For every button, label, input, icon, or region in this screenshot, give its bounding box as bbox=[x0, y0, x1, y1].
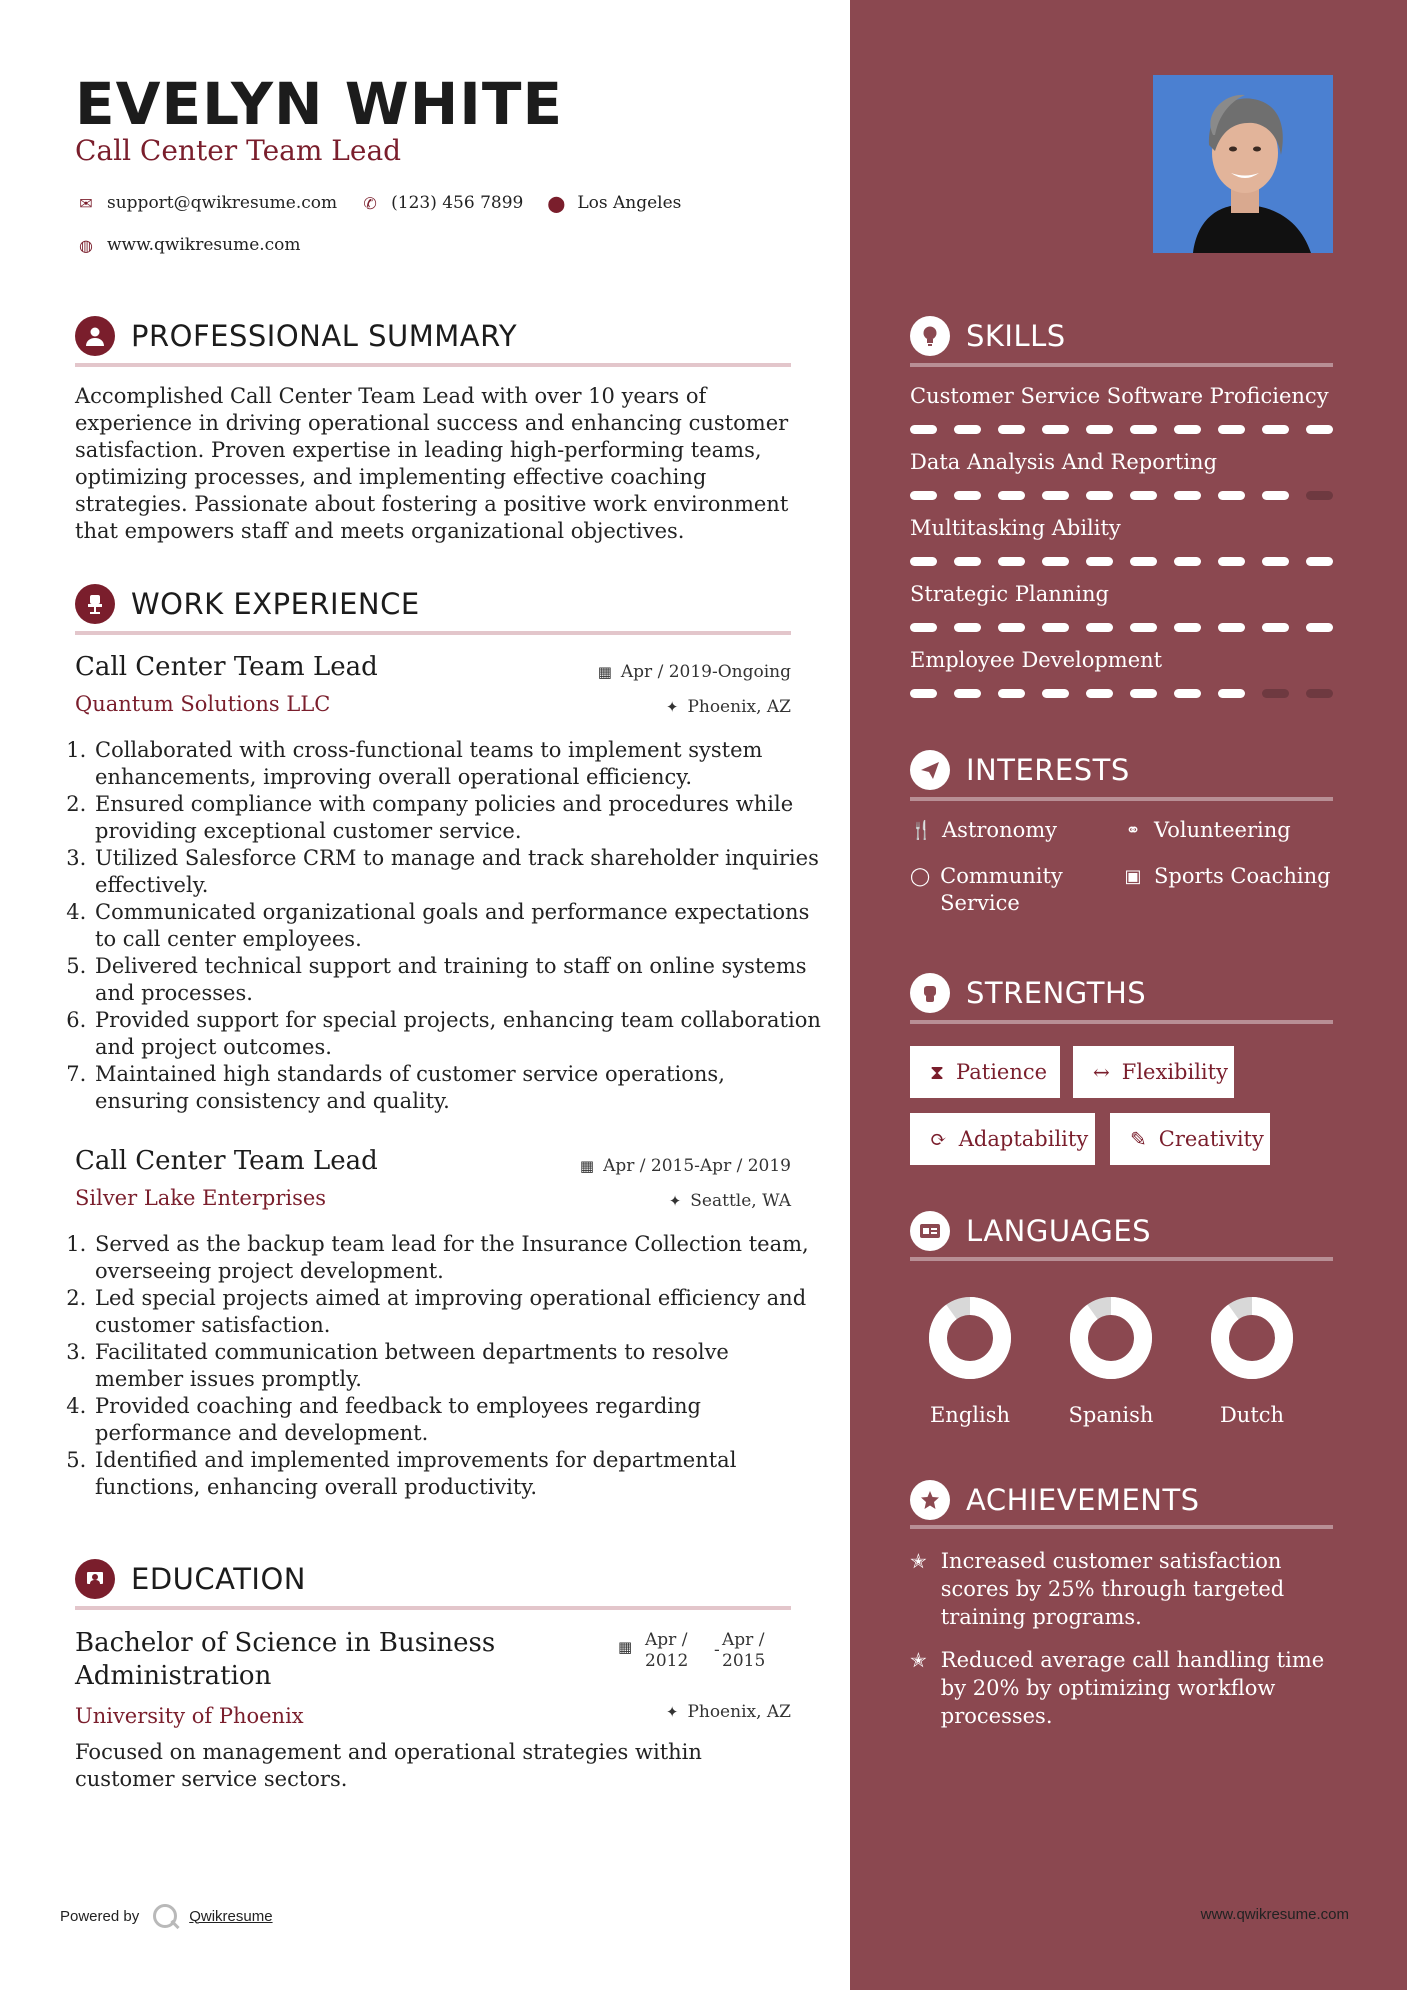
language-ring bbox=[1209, 1295, 1295, 1381]
pushpin-icon: ✦ bbox=[665, 1703, 679, 1721]
skill-dash bbox=[1042, 623, 1069, 632]
skill-dash bbox=[910, 689, 937, 698]
profile-photo bbox=[1153, 75, 1333, 253]
contact-row-secondary bbox=[75, 235, 323, 255]
handshake-icon: ⚭ bbox=[1125, 820, 1141, 841]
education-location bbox=[666, 1702, 791, 1722]
calendar-icon: ▦ bbox=[579, 1157, 595, 1175]
list-item: 3. Facilitated communication between departments to resolve member issues promptly. bbox=[93, 1339, 823, 1393]
powered-by bbox=[60, 1904, 273, 1928]
phone-icon: ✆ bbox=[363, 193, 377, 213]
fist-icon bbox=[910, 973, 950, 1013]
skill-dash bbox=[1174, 491, 1201, 500]
list-item: 2. Led special projects aimed at improving operational efficiency and customer satisfaction. bbox=[93, 1285, 823, 1339]
language-item bbox=[920, 1295, 1020, 1427]
skill-name: Strategic Planning bbox=[910, 582, 1109, 606]
strengths-divider bbox=[910, 1020, 1333, 1024]
skill-dash bbox=[1042, 689, 1069, 698]
skill-dash bbox=[998, 557, 1025, 566]
location-text: Los Angeles bbox=[577, 193, 682, 213]
qwikresume-logo-icon bbox=[153, 1904, 177, 1928]
language-item bbox=[1202, 1295, 1302, 1427]
calendar-icon: ▦ bbox=[597, 663, 612, 681]
graduate-icon bbox=[75, 1559, 115, 1599]
skill-dash bbox=[1174, 689, 1201, 698]
skill-meter bbox=[910, 689, 1333, 698]
arrows-h-icon: ↔ bbox=[1093, 1060, 1110, 1084]
strengths-heading bbox=[910, 973, 1146, 1013]
skill-dash bbox=[1086, 689, 1113, 698]
job-duties-list bbox=[70, 1231, 823, 1501]
skill-meter bbox=[910, 557, 1333, 566]
hourglass-icon: ⧗ bbox=[930, 1060, 945, 1084]
job-dates-text: Apr / 2019-Ongoing bbox=[620, 662, 791, 682]
strength-label: Patience bbox=[956, 1060, 1048, 1084]
skill-dash bbox=[910, 491, 937, 500]
footer-url[interactable]: www.qwikresume.com bbox=[1200, 1906, 1349, 1923]
email-link[interactable]: support@qwikresume.com bbox=[107, 193, 338, 213]
education-calendar bbox=[618, 1638, 641, 1656]
job-location-text: Seattle, WA bbox=[690, 1191, 791, 1211]
pushpin-icon: ✦ bbox=[668, 1192, 682, 1210]
interest-item bbox=[910, 817, 1110, 844]
strength-badge bbox=[1073, 1046, 1234, 1098]
list-item: 4. Communicated organizational goals and performance expectations to call center employees. bbox=[93, 899, 823, 953]
skill-dash bbox=[1086, 491, 1113, 500]
language-ring-fill bbox=[1079, 1306, 1143, 1370]
strength-badge bbox=[910, 1113, 1095, 1165]
phone-text: (123) 456 7899 bbox=[391, 193, 524, 213]
envelope-icon: ✉ bbox=[79, 193, 93, 213]
skills-divider bbox=[910, 363, 1333, 367]
language-ring bbox=[927, 1295, 1013, 1381]
refresh-icon: ⟳ bbox=[930, 1127, 947, 1151]
language-name: English bbox=[929, 1403, 1011, 1427]
map-marker-icon: ⬤ bbox=[547, 193, 566, 213]
skill-meter bbox=[910, 623, 1333, 632]
language-item bbox=[1061, 1295, 1161, 1427]
skill-name: Employee Development bbox=[910, 648, 1163, 672]
language-ring-fill bbox=[938, 1306, 1002, 1370]
user-icon bbox=[75, 316, 115, 356]
experience-heading bbox=[75, 584, 420, 624]
experience-divider bbox=[75, 631, 791, 635]
skill-dash bbox=[1086, 557, 1113, 566]
globe-icon: ◍ bbox=[79, 235, 93, 255]
skill-dash bbox=[1262, 689, 1289, 698]
skill-dash bbox=[998, 689, 1025, 698]
interest-item bbox=[910, 863, 1110, 917]
summary-divider bbox=[75, 363, 791, 367]
interests-heading bbox=[910, 750, 1130, 790]
list-item: 5. Delivered technical support and training to staff on online systems and processes. bbox=[93, 953, 823, 1007]
contact-row-primary bbox=[75, 193, 703, 213]
skill-dash bbox=[910, 425, 937, 434]
education-location-text: Phoenix, AZ bbox=[687, 1702, 791, 1722]
skill-dash bbox=[1262, 623, 1289, 632]
skill-dash bbox=[998, 425, 1025, 434]
candidate-name: EVELYN WHITE bbox=[75, 70, 564, 138]
languages-heading bbox=[910, 1211, 1151, 1251]
list-item: 1. Collaborated with cross-functional teams to implement system enhancements, improving overall operational efficiency. bbox=[93, 737, 823, 791]
languages-divider bbox=[910, 1257, 1333, 1261]
achievements-divider bbox=[910, 1525, 1333, 1529]
achievements-heading bbox=[910, 1480, 1200, 1520]
skill-dash bbox=[1218, 623, 1245, 632]
skill-dash bbox=[1262, 425, 1289, 434]
job-location bbox=[666, 697, 791, 717]
achievement-item bbox=[910, 1547, 1330, 1631]
brand-link[interactable]: Qwikresume bbox=[189, 1907, 273, 1925]
languages-title: LANGUAGES bbox=[966, 1214, 1152, 1248]
skill-dash bbox=[1130, 425, 1157, 434]
website-link[interactable]: www.qwikresume.com bbox=[107, 235, 301, 255]
skills-title: SKILLS bbox=[966, 319, 1066, 353]
education-start-date bbox=[645, 1630, 688, 1672]
education-school: University of Phoenix bbox=[75, 1704, 304, 1728]
list-item: 6. Provided support for special projects, enhancing team collaboration and project outcomes. bbox=[93, 1007, 823, 1061]
interest-label: Volunteering bbox=[1154, 818, 1291, 842]
skill-dash bbox=[910, 557, 937, 566]
list-item: 2. Ensured compliance with company policies and procedures while providing exceptional customer service. bbox=[93, 791, 823, 845]
language-icon bbox=[910, 1211, 950, 1251]
skill-dash bbox=[954, 425, 981, 434]
skill-dash bbox=[1218, 689, 1245, 698]
list-item: 1. Served as the backup team lead for the Insurance Collection team, overseeing project development. bbox=[93, 1231, 823, 1285]
strength-label: Adaptability bbox=[958, 1127, 1089, 1151]
education-end-year: 2015 bbox=[722, 1651, 766, 1671]
language-name: Spanish bbox=[1068, 1403, 1154, 1427]
education-date-dash: - bbox=[714, 1640, 720, 1660]
skill-dash bbox=[1130, 557, 1157, 566]
list-item: 4. Provided coaching and feedback to employees regarding performance and development. bbox=[93, 1393, 823, 1447]
experience-title: WORK EXPERIENCE bbox=[131, 587, 420, 621]
skill-dash bbox=[954, 491, 981, 500]
skill-dash bbox=[1306, 491, 1333, 500]
lemon-icon: ◯ bbox=[910, 866, 931, 887]
pushpin-icon: ✦ bbox=[665, 698, 679, 716]
skill-dash bbox=[954, 689, 981, 698]
education-heading bbox=[75, 1559, 306, 1599]
education-end-month: Apr / bbox=[722, 1630, 765, 1650]
achievement-text: Reduced average call handling time by 20% by optimizing workflow processes. bbox=[940, 1648, 1325, 1728]
language-name: Dutch bbox=[1219, 1403, 1285, 1427]
skill-dash bbox=[1306, 425, 1333, 434]
lightbulb-icon bbox=[910, 316, 950, 356]
education-description: Focused on management and operational strategies within customer service sectors. bbox=[75, 1740, 702, 1791]
chair-icon bbox=[75, 584, 115, 624]
skill-dash bbox=[1174, 557, 1201, 566]
job-title: Call Center Team Lead bbox=[75, 652, 378, 682]
list-item: 3. Utilized Salesforce CRM to manage and track shareholder inquiries effectively. bbox=[93, 845, 823, 899]
interest-item bbox=[1122, 817, 1332, 844]
skill-dash bbox=[1218, 557, 1245, 566]
interests-divider bbox=[910, 797, 1333, 801]
job-dates bbox=[580, 1156, 791, 1176]
job-title: Call Center Team Lead bbox=[75, 1146, 378, 1176]
powered-by-label: Powered by bbox=[60, 1907, 140, 1925]
job-dates-text: Apr / 2015-Apr / 2019 bbox=[603, 1156, 791, 1176]
skills-heading bbox=[910, 316, 1066, 356]
interest-label: Astronomy bbox=[942, 818, 1058, 842]
calendar-icon: ▦ bbox=[618, 1638, 633, 1656]
briefcase-icon: ▣ bbox=[1124, 866, 1142, 887]
skill-dash bbox=[1174, 425, 1201, 434]
skill-dash bbox=[1042, 425, 1069, 434]
language-ring-fill bbox=[1220, 1306, 1284, 1370]
summary-heading bbox=[75, 316, 517, 356]
strength-label: Creativity bbox=[1158, 1127, 1264, 1151]
skill-dash bbox=[1262, 491, 1289, 500]
interest-label: Sports Coaching bbox=[1154, 864, 1331, 888]
skill-meter bbox=[910, 425, 1333, 434]
skill-name: Customer Service Software Proficiency bbox=[910, 384, 1329, 408]
skill-dash bbox=[1218, 425, 1245, 434]
skill-dash bbox=[1042, 557, 1069, 566]
strength-badge bbox=[910, 1046, 1060, 1098]
utensils-icon: 🍴 bbox=[910, 820, 933, 841]
education-title: EDUCATION bbox=[131, 1562, 307, 1596]
paper-plane-icon bbox=[910, 750, 950, 790]
skill-dash bbox=[954, 557, 981, 566]
skill-dash bbox=[1262, 557, 1289, 566]
skill-dash bbox=[1306, 557, 1333, 566]
strength-label: Flexibility bbox=[1121, 1060, 1228, 1084]
education-end-date bbox=[722, 1630, 765, 1672]
list-item: 5. Identified and implemented improvements for departmental functions, enhancing overall productivity. bbox=[93, 1447, 823, 1501]
candidate-role: Call Center Team Lead bbox=[75, 134, 402, 167]
job-location bbox=[669, 1191, 791, 1211]
list-item: 7. Maintained high standards of customer service operations, ensuring consistency and quality. bbox=[93, 1061, 823, 1115]
job-location-text: Phoenix, AZ bbox=[687, 697, 791, 717]
summary-text: Accomplished Call Center Team Lead with over 10 years of experience in driving operational success and enhancing customer satisfaction. Proven expertise in leading high-performing teams, optimizing processes, and implementing effective coaching strategies. Passionate about fostering a positive work environment that empowers staff and meets organizational objectives. bbox=[75, 384, 789, 543]
skill-dash bbox=[1306, 689, 1333, 698]
interest-item bbox=[1122, 863, 1342, 890]
language-ring bbox=[1068, 1295, 1154, 1381]
job-company: Quantum Solutions LLC bbox=[75, 692, 331, 716]
skill-dash bbox=[1130, 623, 1157, 632]
education-divider bbox=[75, 1606, 791, 1610]
skill-meter bbox=[910, 491, 1333, 500]
achievements-title: ACHIEVEMENTS bbox=[966, 1483, 1200, 1517]
achievement-item bbox=[910, 1646, 1330, 1730]
shooting-star-icon: ✭ bbox=[910, 1549, 927, 1573]
skill-dash bbox=[1306, 623, 1333, 632]
skill-dash bbox=[1174, 623, 1201, 632]
skill-dash bbox=[1130, 689, 1157, 698]
summary-title: PROFESSIONAL SUMMARY bbox=[131, 319, 518, 353]
job-dates bbox=[598, 662, 791, 682]
strengths-title: STRENGTHS bbox=[966, 976, 1147, 1010]
interests-title: INTERESTS bbox=[966, 753, 1130, 787]
skill-dash bbox=[1086, 623, 1113, 632]
job-company: Silver Lake Enterprises bbox=[75, 1186, 327, 1210]
skill-dash bbox=[1130, 491, 1157, 500]
education-degree: Bachelor of Science in Business Administration bbox=[75, 1628, 496, 1691]
star-burst-icon bbox=[910, 1480, 950, 1520]
skill-name: Multitasking Ability bbox=[910, 516, 1121, 540]
skill-dash bbox=[954, 623, 981, 632]
education-start-month: Apr / bbox=[645, 1630, 688, 1650]
skill-dash bbox=[998, 623, 1025, 632]
paint-brush-icon: ✎ bbox=[1130, 1127, 1147, 1151]
strength-badge bbox=[1110, 1113, 1270, 1165]
job-duties-list bbox=[70, 737, 823, 1115]
skill-dash bbox=[1086, 425, 1113, 434]
education-start-year: 2012 bbox=[645, 1651, 689, 1671]
skill-dash bbox=[1042, 491, 1069, 500]
interest-label: Community Service bbox=[940, 864, 1063, 915]
skill-dash bbox=[1218, 491, 1245, 500]
skill-dash bbox=[998, 491, 1025, 500]
shooting-star-icon: ✭ bbox=[910, 1648, 927, 1672]
skill-name: Data Analysis And Reporting bbox=[910, 450, 1218, 474]
achievement-text: Increased customer satisfaction scores by 25% through targeted training programs. bbox=[940, 1549, 1285, 1629]
skill-dash bbox=[910, 623, 937, 632]
